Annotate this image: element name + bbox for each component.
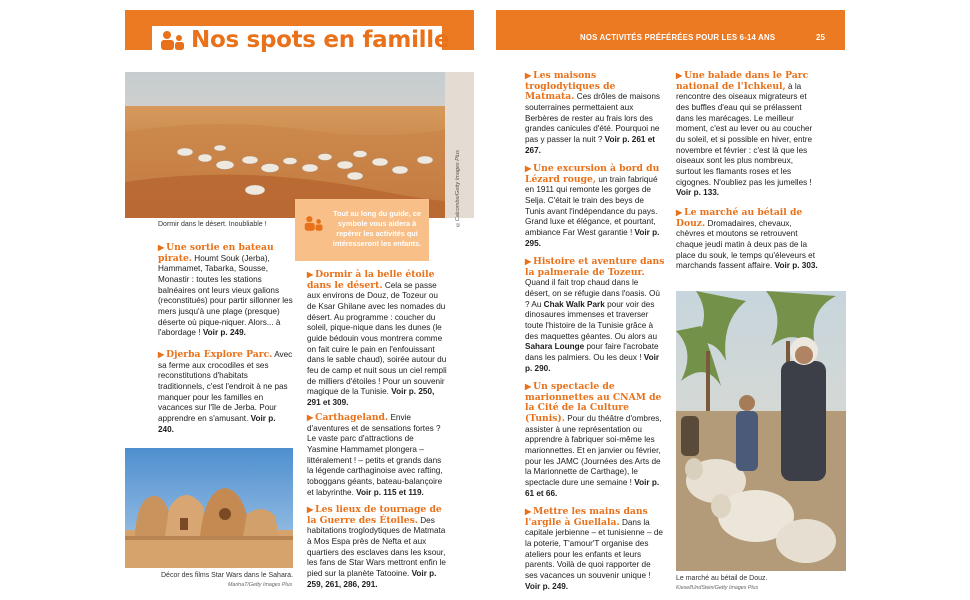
page-reference: Voir p. 290. <box>525 352 660 373</box>
page-reference: Voir p. 303. <box>774 261 818 271</box>
star-wars-set-photo <box>125 448 293 568</box>
arrow-bullet-icon: ▶ <box>525 164 532 173</box>
item-body: à la rencontre des oiseaux migrateurs et des buffles d'eau qui se prélassent dans les marécages. Le meilleur moment, c'est au lever ou au coucher du soleil, et si possible en hiver, entre novembre et février : c'est là que les oiseaux sont les plus nombreux, surtout les flamants roses et les cigognes. N'oubliez pas les jumelles ! <box>676 81 813 187</box>
item-ichkeul <box>676 71 819 199</box>
item-heading: Le marché au bétail de Douz. <box>676 207 803 229</box>
page-reference: Voir p. 240. <box>158 413 276 434</box>
arrow-bullet-icon: ▶ <box>676 71 683 80</box>
item-body: Dromadaires, chevaux, chèvres et moutons se retrouvent chaque jeudi matin à deux pas de la place du souk, le temps qu'éleveurs et marchands fassent affaire. <box>676 218 816 271</box>
arrow-bullet-icon: ▶ <box>158 350 165 359</box>
item-heading: Une balade dans le Parc national de l'Ichkeul, <box>676 70 809 92</box>
chak-walk-park-label: Chak Walk Park <box>543 299 605 309</box>
family-icon <box>160 30 186 50</box>
page-reference: Voir p. 249. <box>202 328 246 338</box>
item-heading: Histoire et aventure dans la palmeraie de Tozeur. <box>525 256 665 278</box>
item-cnam <box>525 382 665 499</box>
arrow-bullet-icon: ▶ <box>525 382 532 391</box>
page-reference: Voir p. 61 et 66. <box>525 477 660 498</box>
livestock-market-photo <box>676 291 846 571</box>
item-body: Ces drôles de maisons souterraines permettaient aux Berbères de rester au frais lors des grandes canicules d'été. Pourquoi ne pas y passer la nuit ? <box>525 92 660 144</box>
desert-photo-credit: ©Calcombe/Getty Images Plus <box>455 150 461 228</box>
desert-camp-photo <box>125 72 474 218</box>
item-matmata <box>525 71 665 156</box>
item-djerba-explore <box>158 350 293 435</box>
star-wars-photo-credit: MarinaT/Getty Images Plus <box>228 582 293 588</box>
right-header-bar <box>496 10 845 50</box>
item-body: Cela se passe aux environs de Douz, de Tozeur ou de Ksar Ghilane avec les nomades du désert. Au programme : coucher du soleil, pique-nique dans les dunes (le guide bédouin vous montrera comme on fait cuire le pain en l'enfouissant dans le sable chaud), soirée autour du feu de camp et nuit sous un ciel rempli de milliers d'étoiles ! Pour un souvenir magique de la Tunisie. <box>307 280 447 397</box>
running-head: NOS ACTIVITÉS PRÉFÉRÉES POUR LES 6-14 ANS <box>580 33 776 42</box>
page-title: Nos spots en famille <box>191 27 450 53</box>
item-body: pour faire l'acrobate dans les palmiers. Ou les deux ! <box>525 342 659 362</box>
callout-text: Tout au long du guide, ce symbole vous aidera à repérer les activités qui intéresseront les enfants. <box>332 209 422 248</box>
page-reference: Voir p. 259, 261, 286, 291. <box>307 568 437 589</box>
item-heading: Carthageland. <box>315 412 389 423</box>
item-body: pour voir des dinosaures immenses et traverser toute l'histoire de la Tunisie grâce à des maquettes géantes. Ou alors au <box>525 299 657 341</box>
page-reference: Voir p. 295. <box>525 227 660 248</box>
page-reference: Voir p. 115 et 119. <box>356 487 424 497</box>
item-guellala <box>525 507 665 592</box>
item-heading: Une sortie en bateau pirate. <box>158 242 274 264</box>
page-reference: Voir p. 261 et 267. <box>525 134 656 155</box>
item-heading: Les lieux de tournage de la Guerre des Étoiles. <box>307 504 442 526</box>
star-wars-photo-caption: Décor des films Star Wars dans le Sahara. <box>161 572 294 579</box>
item-body: Quand il fait trop chaud dans le désert, on se réfugie dans l'oasis. Où ? Au <box>525 278 660 309</box>
desert-photo-caption: Dormir dans le désert. Inoubliable ! <box>158 221 267 228</box>
arrow-bullet-icon: ▶ <box>525 507 532 516</box>
item-carthageland <box>307 413 447 498</box>
sahara-lounge-label: Sahara Lounge <box>525 342 585 352</box>
item-body: Des habitations troglodytiques de Matmata à Mos Espa près de Nefta et aux quartiers des esclaves dans les ksour, les fans de Star Wars mettront enfin le pied sur la planète Tatooine. <box>307 515 446 578</box>
market-photo-credit: KiesellUndStein/Getty Images Plus <box>676 585 759 591</box>
item-tozeur <box>525 257 665 374</box>
item-lezard-rouge <box>525 164 665 249</box>
market-photo-caption: Le marché au bétail de Douz. <box>676 575 768 582</box>
arrow-bullet-icon: ▶ <box>676 208 683 217</box>
page-reference: Voir p. 249. <box>525 581 569 591</box>
arrow-bullet-icon: ▶ <box>307 505 314 514</box>
item-heading: Mettre les mains dans l'argile à Guellala. <box>525 506 648 528</box>
arrow-bullet-icon: ▶ <box>307 270 314 279</box>
page-reference: Voir p. 250, 291 et 309. <box>307 387 435 407</box>
item-heading: Dormir à la belle étoile dans le désert. <box>307 269 435 291</box>
arrow-bullet-icon: ▶ <box>525 71 532 80</box>
item-marche-douz <box>676 208 819 272</box>
page-number: 25 <box>816 33 825 42</box>
item-belle-etoile <box>307 270 447 409</box>
item-heading: Un spectacle de marionnettes au CNAM de la Cité de la Culture (Tunis). <box>525 381 662 424</box>
item-guerre-etoiles <box>307 505 447 590</box>
arrow-bullet-icon: ▶ <box>158 243 165 252</box>
item-heading: Les maisons troglodytiques de Matmata. <box>525 70 616 103</box>
item-heading: Une excursion à bord du Lézard rouge, <box>525 163 660 185</box>
item-body: Pour du théâtre d'ombres, assister à une représentation ou apprendre à fabriquer soi-même les marionnettes. Et en janvier ou février, pour les JAMC (Journées des Arts de la Marionnette de Carthage), le spectacle dure une semaine ! <box>525 413 662 487</box>
item-body: Dans la capitale jerbienne – et tunisienne – de la poterie, T'amour'T organise des ateliers pour les enfants et leurs parents. Voilà de quoi rapporter de ses vacances un souvenir unique ! <box>525 517 663 580</box>
item-bateau-pirate <box>158 243 293 339</box>
arrow-bullet-icon: ▶ <box>307 413 314 422</box>
family-icon <box>304 215 324 231</box>
item-body: un train fabriqué en 1911 qui remonte les gorges de Selja. C'était le train des beys de Tunis avant l'indépendance du pays. Grand luxe et élégance, et pourtant, ambiance Far West garantie ! <box>525 174 658 237</box>
item-body: Houmt Souk (Jerba), Hammamet, Tabarka, Sousse, Monastir : toutes les stations balnéaires ont leurs vieux galions (reconstitués) pour partir sillonner les mers jusqu'à une plage (presque) déserte où pique-niquer. Alors... à l'abordage ! <box>158 253 293 338</box>
page-reference: Voir p. 133. <box>676 188 720 198</box>
item-body: Avec sa ferme aux crocodiles et ses reconstitutions d'habitats traditionnels, c'est l'endroit à ne pas manquer pour les familles en vacances sur l'île de Jerba. Pour apprendre en s'amusant. <box>158 350 293 423</box>
item-heading: Djerba Explore Parc. <box>166 349 273 360</box>
arrow-bullet-icon: ▶ <box>525 257 532 266</box>
item-body: Envie d'aventures et de sensations fortes ? Le vaste parc d'attractions de Yasmine Hammamet plongera – littéralement ! – petits et grands dans la légende carthaginoise avec rafting, toboggans géants, bateau-balançoire et labyrinthe. <box>307 413 443 497</box>
